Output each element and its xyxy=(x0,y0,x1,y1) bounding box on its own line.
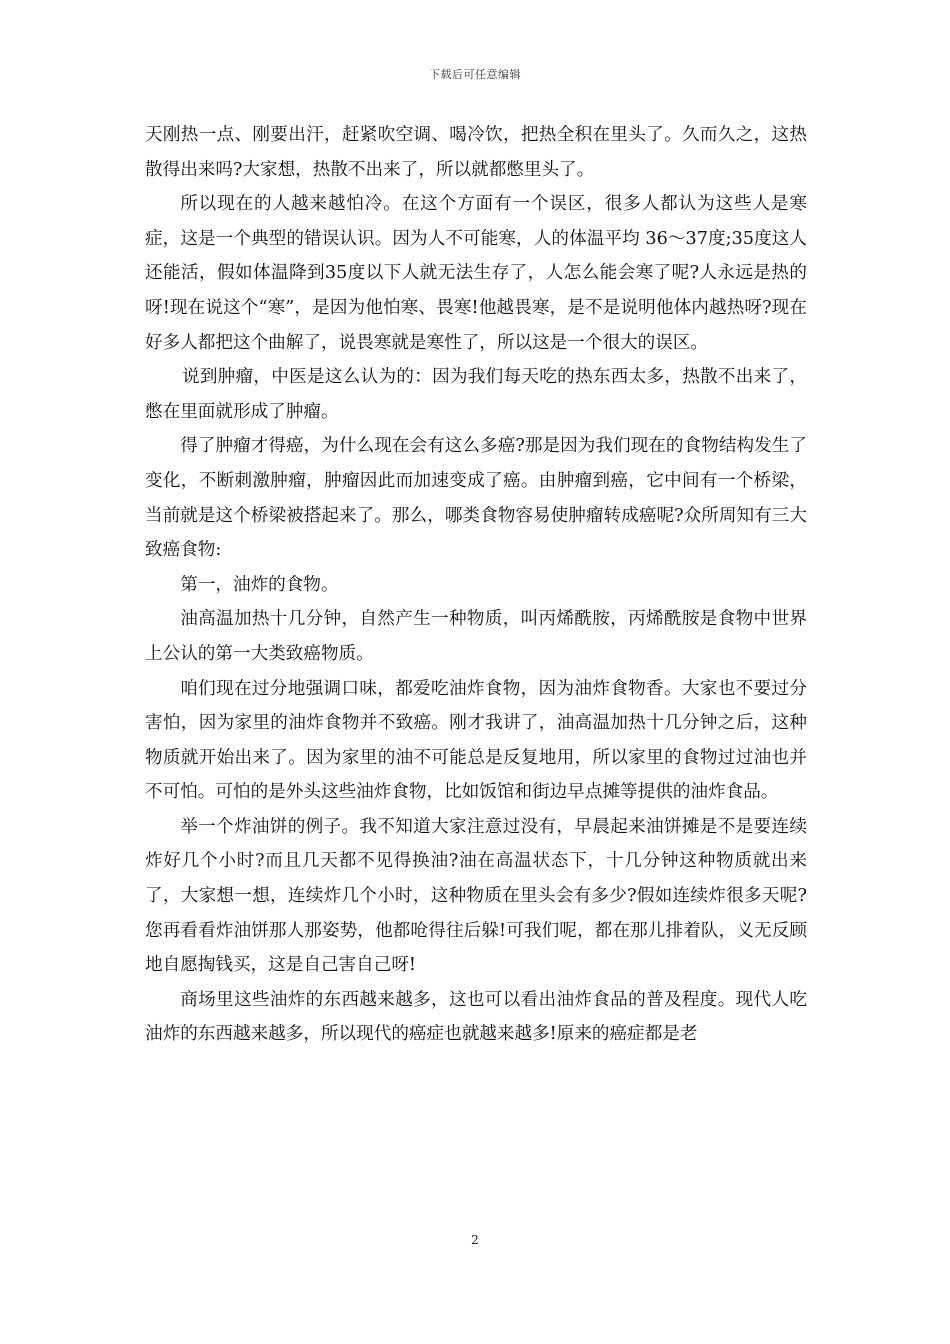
document-body xyxy=(145,118,807,1052)
paragraph: 油高温加热十几分钟，自然产生一种物质，叫丙烯酰胺，丙烯酰胺是食物中世界上公认的第一大类致癌物质。 xyxy=(145,609,807,664)
paragraph: 天刚热一点、刚要出汗，赶紧吹空调、喝冷饮，把热全积在里头了。久而久之，这热散得出来吗?大家想，热散不出来了，所以就都憋里头了。 xyxy=(145,125,807,180)
paragraph: 商场里这些油炸的东西越来越多，这也可以看出油炸食品的普及程度。现代人吃油炸的东西越来越多，所以现代的癌症也就越来越多!原来的癌症都是老 xyxy=(145,989,807,1045)
paragraph: 咱们现在过分地强调口味，都爱吃油炸食物，因为油炸食物香。大家也不要过分害怕，因为家里的油炸食物并不致癌。刚才我讲了，油高温加热十几分钟之后，这种物质就开始出来了。因为家里的油不可能总是反复地用，所以家里的食物过过油也并不可怕。可怕的是外头这些油炸食物，比如饭馆和街边早点摊等提供的油炸食品。 xyxy=(145,678,807,803)
page-header: 下载后可任意编辑 xyxy=(429,68,521,81)
paragraph: 得了肿瘤才得癌，为什么现在会有这么多癌?那是因为我们现在的食物结构发生了变化，不断刺激肿瘤，肿瘤因此而加速变成了癌。由肿瘤到癌，它中间有一个桥梁，当前就是这个桥梁被搭起来了。那么，哪类食物容易使肿瘤转成癌呢?众所周知有三大致癌食物: xyxy=(145,436,807,561)
paragraph: 说到肿瘤，中医是这么认为的：因为我们每天吃的热东西太多，热散不出来了，憋在里面就形成了肿瘤。 xyxy=(145,367,807,422)
paragraph: 举一个炸油饼的例子。我不知道大家注意过没有，早晨起来油饼摊是不是要连续炸好几个小时?而且几天都不见得换油?油在高温状态下，十几分钟这种物质就出来了，大家想一想，连续炸几个小时，这种物质在里头会有多少?假如连续炸很多天呢?您再看看炸油饼那人那姿势，他都呛得往后躲!可我们呢，都在那儿排着队，义无反顾地自愿掏钱买，这是自己害自己呀! xyxy=(145,816,807,976)
paragraph: 所以现在的人越来越怕冷。在这个方面有一个误区，很多人都认为这些人是寒症，这是一个典型的错误认识。因为人不可能寒，人的体温平均 36～37度;35度这人还能活，假如体温降到35度以下人就无法生存了，人怎么能会寒了呢?人永远是热的呀!现在说这个“寒”，是因为他怕寒、畏寒!他越畏寒，是不是说明他体内越热呀?现在好多人都把这个曲解了，说畏寒就是寒性了，所以这是一个很大的误区。 xyxy=(145,194,807,353)
page-number: 2 xyxy=(471,1233,479,1247)
paragraph: 第一，油炸的食物。 xyxy=(180,574,339,595)
